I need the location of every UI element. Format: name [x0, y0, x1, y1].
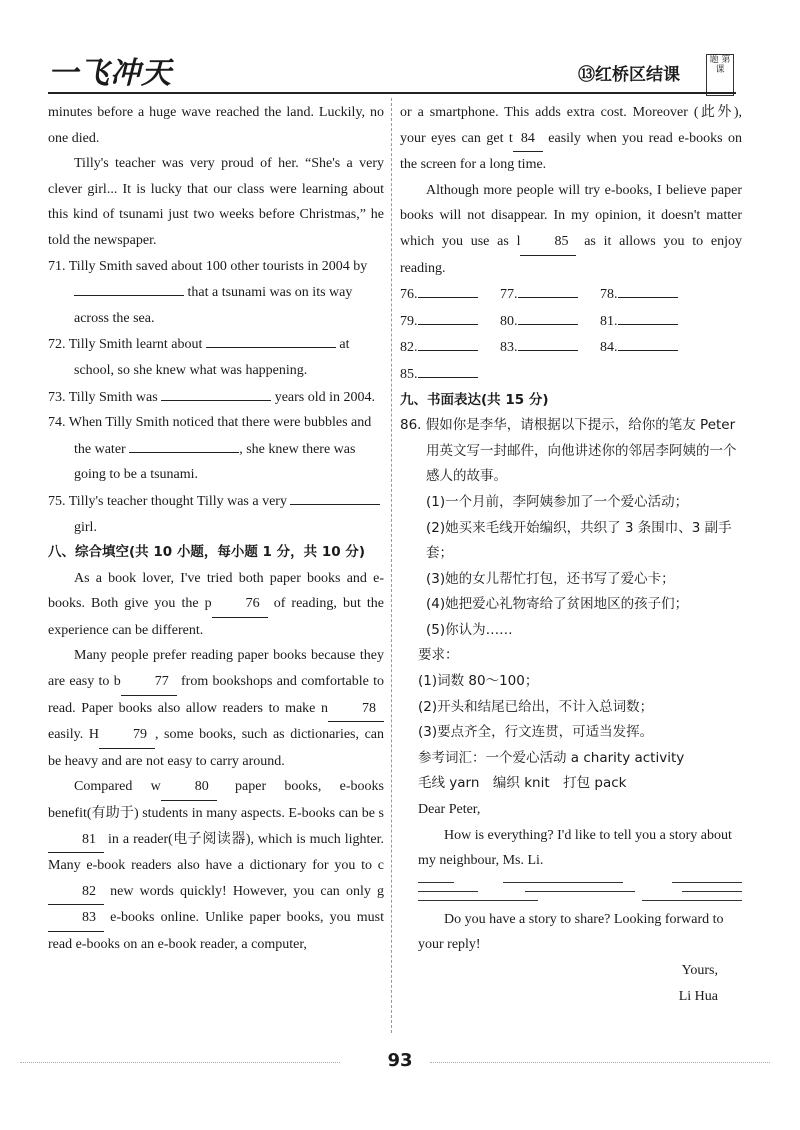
hint-item: (5)你认为……: [426, 621, 513, 638]
writing-lines[interactable]: [400, 882, 742, 901]
passage-paragraph: Tilly's teacher was very proud of her. “She's a very clever girl... It is lucky that our class were learning about this kind of tsunami just two weeks before Christmas,” he told the newspaper.: [48, 156, 384, 248]
passage-paragraph: minutes before a huge wave reached the land. Luckily, no one died.: [48, 105, 384, 146]
answer-slot: 84.: [600, 334, 700, 361]
hint-list: [400, 490, 742, 644]
answer-slot: 77.: [500, 281, 600, 308]
cloze-paragraph: As a book lover, I've tried both paper books and e-books. Both give you the p 76 of reading, but the experience can be different.: [48, 570, 385, 638]
hint-item: (2)她买来毛线开始编织，共织了 3 条围巾、3 副手套；: [426, 519, 732, 562]
answer-slot: 78.: [600, 281, 700, 308]
cloze-paragraph: Many people prefer reading paper books because they are easy to b 77 from bookshops and comfortable to read. Paper books also allow readers to make n 78 easily. H 79 , some books, such as dictionaries, can be heavy and are not easy to carry around.: [48, 648, 385, 769]
hint-item: (4)她把爱心礼物寄给了贫困地区的孩子们；: [426, 596, 689, 613]
blank-77[interactable]: 77: [121, 669, 177, 696]
blank-76[interactable]: 76: [212, 591, 268, 618]
cloze-paragraph: or a smartphone. This adds extra cost. Moreover (此外), your eyes can get t 84 easily when you read e-books on the screen for a long time.: [400, 105, 742, 173]
answer-slot: 80.: [500, 308, 600, 335]
requirement-item: (2)开头和结尾已给出，不计入总词数；: [418, 698, 654, 715]
hint-item: (3)她的女儿帮忙打包，还书写了爱心卡；: [426, 570, 675, 587]
column-divider: [391, 98, 392, 1033]
right-column: [400, 100, 742, 1009]
cloze-paragraph: Compared w 80 paper books, e-books benefit(有助于) students in many aspects. E-books can be s81 in a reader(电子阅读器), which is much lighter. Many e-book readers also have a dictionary for you to c82 new words quickly! However, you can only g83 e-books online. Unlike paper books, you must read e-books on an e-book reader, a computer,: [48, 774, 384, 957]
answer-blank[interactable]: [129, 436, 239, 453]
blank-81[interactable]: 81: [48, 827, 104, 854]
answer-slot: 85.: [400, 361, 500, 388]
blank-78[interactable]: 78: [328, 696, 384, 723]
blank-80[interactable]: 80: [161, 774, 217, 801]
question-75: 75. Tilly's teacher thought Tilly was a very girl.: [48, 488, 384, 540]
answer-blank[interactable]: [74, 279, 184, 296]
question-73: 73. Tilly Smith was years old in 2004.: [48, 384, 384, 411]
answer-slot: 79.: [400, 308, 500, 335]
answer-blank[interactable]: [290, 488, 380, 505]
cloze-paragraph: Although more people will try e-books, I believe paper books will not disappear. In my opinion, it doesn't matter which you use as l 85 as it allows you to enjoy reading.: [400, 182, 742, 276]
vocabulary-hint: 毛线 yarn 编织 knit 打包 pack: [418, 775, 627, 792]
letter-closing-paragraph: Do you have a story to share? Looking forward to your reply!: [418, 911, 724, 953]
requirements-title: 要求：: [418, 647, 459, 664]
blank-84[interactable]: 84: [513, 126, 543, 153]
section-9-heading: 九、书面表达(共 15 分): [400, 391, 549, 408]
blank-83[interactable]: 83: [48, 905, 104, 932]
left-column: [48, 100, 384, 958]
answer-slot: 76.: [400, 281, 500, 308]
question-86: 86. 假如你是李华，请根据以下提示，给你的笔友 Peter 用英文写一封邮件，向他讲述你的邻居李阿姨的一个感人的故事。: [400, 417, 737, 485]
letter-opening: How is everything? I'd like to tell you a story about my neighbour, Ms. Li.: [418, 827, 732, 869]
vocabulary-hint: 参考词汇：一个爱心活动 a charity activity: [418, 749, 685, 766]
answer-slot: 82.: [400, 334, 500, 361]
requirement-item: (3)要点齐全，行文连贯，可适当发挥。: [418, 724, 654, 741]
lesson-tab: 题 第 课: [706, 54, 734, 96]
blank-79[interactable]: 79: [99, 722, 155, 749]
letter-closing: Yours,: [681, 963, 718, 978]
unit-title: ⑬红桥区结课: [578, 65, 680, 85]
blank-85[interactable]: 85: [520, 229, 576, 256]
requirements: [400, 643, 742, 797]
section-8-heading: 八、综合填空(共 10 小题，每小题 1 分，共 10 分): [48, 544, 366, 561]
answer-blank[interactable]: [161, 384, 271, 401]
page-number: 93: [387, 1050, 413, 1071]
hint-item: (1)一个月前，李阿姨参加了一个爱心活动；: [426, 493, 689, 510]
question-74: 74. When Tilly Smith noticed that there were bubbles and the water , she knew there was going to be a tsunami.: [48, 415, 372, 483]
requirement-item: (1)词数 80～100；: [418, 673, 539, 690]
answer-grid: [400, 281, 742, 387]
header-rule: [48, 92, 736, 94]
question-71: 71. Tilly Smith saved about 100 other tourists in 2004 by that a tsunami was on its way across the sea.: [48, 258, 368, 326]
letter-signature: Li Hua: [678, 988, 718, 1004]
answer-slot: 81.: [600, 308, 700, 335]
answer-blank[interactable]: [206, 331, 336, 348]
blank-82[interactable]: 82: [48, 879, 104, 906]
letter-greeting: Dear Peter,: [418, 802, 481, 818]
answer-slot: 83.: [500, 334, 600, 361]
series-logo: 一飞冲天: [48, 56, 172, 91]
question-72: 72. Tilly Smith learnt about at school, so she knew what was happening.: [48, 331, 384, 383]
